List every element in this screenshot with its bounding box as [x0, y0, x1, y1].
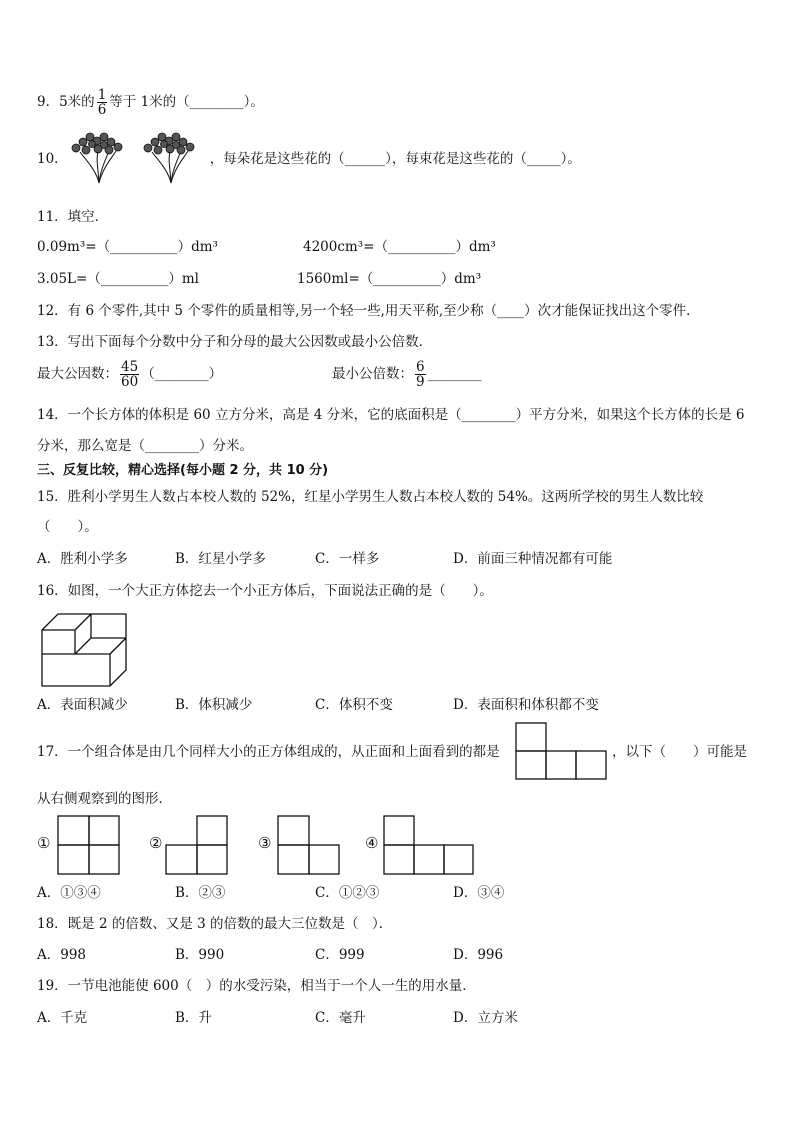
fraction-6-9: $\frac{6}{9}$ — [416, 359, 425, 390]
q11-item-a: 0.09m³=（__________）dm³ — [37, 239, 218, 255]
q19-option-d[interactable]: D．立方米 — [453, 1010, 518, 1026]
q18-option-b[interactable]: B．990 — [175, 947, 225, 963]
cube-with-notch-figure — [40, 612, 130, 688]
q11-item-d: 1560ml=（__________）dm³ — [297, 271, 482, 287]
fraction-one-sixth: $\frac{1}{6}$ — [97, 87, 107, 118]
q17-option-b[interactable]: B．②③ — [175, 885, 226, 901]
question-17-line1b: ，以下（ ）可能是 — [612, 744, 747, 760]
front-top-view-figure — [515, 722, 609, 780]
question-10: 10． ，每朵花是这些花的（______），每束花是这些花的（_____）。 — [37, 151, 581, 167]
q13-lcm: 最小公倍数： $\frac{6}{9}$ ________ — [332, 359, 482, 390]
q19-option-a[interactable]: A．千克 — [37, 1010, 88, 1026]
question-19: 19．一节电池能使 600（ ）的水受污染，相当于一个人一生的用水量． — [37, 978, 476, 994]
q16-option-a[interactable]: A．表面积减少 — [37, 697, 128, 713]
view-1-figure — [57, 815, 121, 875]
q16-option-c[interactable]: C．体积不变 — [315, 697, 393, 713]
view-2-label: ② — [149, 834, 163, 852]
q15-option-b[interactable]: B．红星小学多 — [175, 551, 266, 567]
q15-option-a[interactable]: A．胜利小学多 — [37, 551, 128, 567]
q18-option-c[interactable]: C．999 — [315, 947, 365, 963]
q11-item-c: 3.05L=（__________）ml — [37, 271, 199, 287]
question-18: 18．既是 2 的倍数、又是 3 的倍数的最大三位数是（ ）． — [37, 916, 393, 932]
q16-option-d[interactable]: D．表面积和体积都不变 — [453, 697, 599, 713]
q15-option-d[interactable]: D．前面三种情况都有可能 — [453, 551, 613, 567]
view-3-label: ③ — [258, 834, 272, 852]
view-2-figure — [165, 815, 229, 875]
question-17-line1a: 17．一个组合体是由几个同样大小的正方体组成的，从正面和上面看到的都是 — [37, 744, 500, 760]
view-4-label: ④ — [365, 834, 379, 852]
q11-item-b: 4200cm³=（__________）dm³ — [303, 239, 496, 255]
section-3-heading: 三、反复比较，精心选择(每小题 2 分，共 10 分) — [37, 463, 329, 478]
view-1-label: ① — [37, 834, 51, 852]
question-16: 16．如图，一个大正方体挖去一个小正方体后，下面说法正确的是（ ）。 — [37, 583, 493, 599]
question-14-line1: 14．一个长方体的体积是 60 立方分米，高是 4 分米，它的底面积是（________）平方分米，如果这个长方体的长是 6 — [37, 407, 745, 423]
q19-option-b[interactable]: B．升 — [175, 1010, 212, 1026]
q19-option-c[interactable]: C．毫升 — [315, 1010, 366, 1026]
question-14-line2: 分米，那么宽是（________）分米。 — [37, 438, 253, 454]
q13-gcd: 最大公因数： $\frac{45}{60}$ （________） — [37, 359, 223, 390]
question-13-title: 13．写出下面每个分数中分子和分母的最大公因数或最小公倍数． — [37, 334, 433, 350]
view-3-figure — [277, 815, 341, 875]
q17-option-d[interactable]: D．③④ — [453, 885, 505, 901]
q18-option-d[interactable]: D．996 — [453, 947, 504, 963]
fraction-45-60: $\frac{45}{60}$ — [121, 359, 139, 390]
question-17-line2: 从右侧观察到的图形． — [37, 791, 172, 807]
q18-option-a[interactable]: A．998 — [37, 947, 87, 963]
q16-option-b[interactable]: B．体积减少 — [175, 697, 253, 713]
question-15-line2: （ ）。 — [37, 519, 98, 535]
q17-option-c[interactable]: C．①②③ — [315, 885, 380, 901]
question-15-line1: 15．胜利小学男生人数占本校人数的 52%，红星小学男生人数占本校人数的 54%。这两所学校的男生人数比较 — [37, 489, 704, 505]
flower-bouquets-image — [66, 128, 212, 186]
view-4-figure — [383, 815, 475, 875]
question-12: 12．有 6 个零件,其中 5 个零件的质量相等,另一个轻一些,用天平称,至少称（____）次才能保证找出这个零件． — [37, 303, 700, 319]
q15-option-c[interactable]: C．一样多 — [315, 551, 380, 567]
q17-option-a[interactable]: A．①③④ — [37, 885, 101, 901]
question-9: 9．5米的 $\frac{1}{6}$ 等于 1米的（________）。 — [37, 87, 264, 118]
question-11-title: 11．填空． — [37, 209, 109, 225]
